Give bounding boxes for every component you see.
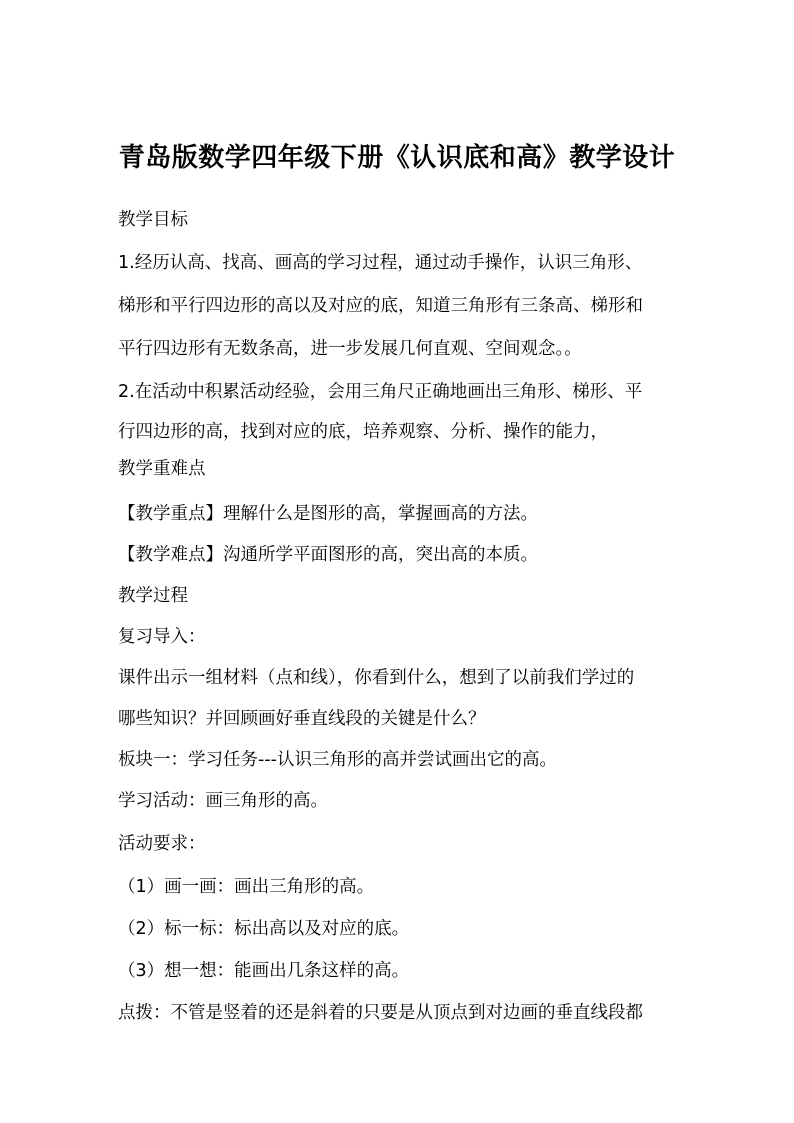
paragraph-line: 哪些知识？并回顾画好垂直线段的关键是什么？ xyxy=(118,709,486,729)
section-heading-objectives: 教学目标 xyxy=(118,210,188,230)
paragraph-line: 2.在活动中积累活动经验，会用三角尺正确地画出三角形、梯形、平 xyxy=(118,382,643,402)
paragraph-line: 学习活动：画三角形的高。 xyxy=(118,791,328,811)
paragraph-line: 复习导入： xyxy=(118,627,206,647)
paragraph-line: （3）想一想：能画出几条这样的高。 xyxy=(118,961,410,981)
paragraph-line: 点拨：不管是竖着的还是斜着的只要是从顶点到对边画的垂直线段都 xyxy=(118,1003,643,1023)
paragraph-line: （2）标一标：标出高以及对应的底。 xyxy=(118,919,410,939)
document-title: 青岛版数学四年级下册《认识底和高》教学设计 xyxy=(118,143,676,173)
paragraph-line: 梯形和平行四边形的高以及对应的底，知道三角形有三条高、梯形和 xyxy=(118,296,643,316)
paragraph-line: 【教学难点】沟通所学平面图形的高，突出高的本质。 xyxy=(118,545,538,565)
paragraph-line: 活动要求： xyxy=(118,834,206,854)
paragraph-line: 行四边形的高，找到对应的底，培养观察、分析、操作的能力， xyxy=(118,422,608,442)
paragraph-line: 【教学重点】理解什么是图形的高，掌握画高的方法。 xyxy=(118,504,538,524)
section-heading-key-points: 教学重难点 xyxy=(118,459,206,479)
paragraph-line: 1.经历认高、找高、画高的学习过程，通过动手操作，认识三角形、 xyxy=(118,253,643,273)
paragraph-line: 课件出示一组材料（点和线），你看到什么，想到了以前我们学过的 xyxy=(118,668,635,688)
paragraph-line: （1）画一画：画出三角形的高。 xyxy=(118,877,375,897)
paragraph-line: 板块一：学习任务---认识三角形的高并尝试画出它的高。 xyxy=(118,750,557,770)
paragraph-line: 平行四边形有无数条高，进一步发展几何直观、空间观念。。 xyxy=(118,339,582,359)
section-heading-process: 教学过程 xyxy=(118,586,188,606)
